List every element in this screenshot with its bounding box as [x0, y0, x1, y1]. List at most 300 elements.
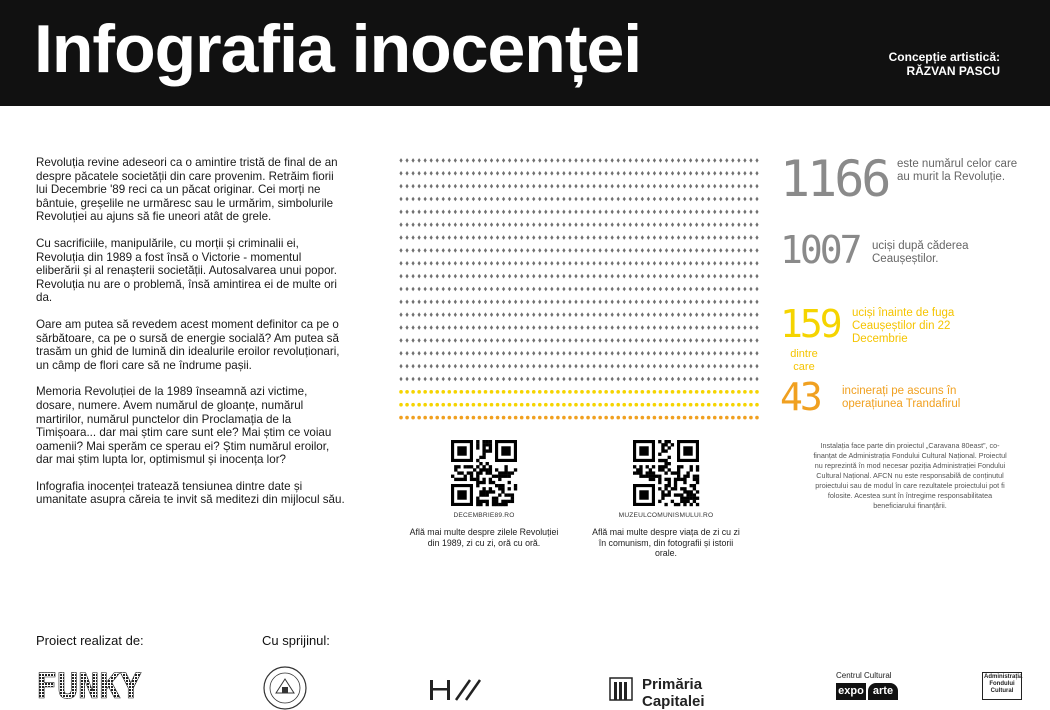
casualty-dot: [502, 351, 505, 356]
casualty-dot: [532, 300, 535, 305]
casualty-dot: [496, 158, 499, 163]
casualty-dot: [502, 416, 506, 420]
casualty-dot: [695, 210, 698, 215]
casualty-dot: [701, 210, 704, 215]
qr-module: [664, 484, 667, 487]
page-title: Infografia inocenței: [34, 11, 642, 87]
casualty-dot: [405, 364, 408, 369]
casualty-dot: [623, 261, 626, 266]
casualty-dot: [605, 248, 608, 253]
casualty-dot: [737, 377, 740, 382]
casualty-dot: [749, 197, 752, 202]
qr-module: [646, 471, 649, 474]
casualty-dot: [623, 287, 626, 292]
casualty-dot: [586, 158, 589, 163]
casualty-dot: [532, 210, 535, 215]
qr-module: [696, 497, 699, 500]
casualty-dot: [665, 338, 668, 343]
casualty-dot: [466, 184, 469, 189]
qr-module: [693, 484, 696, 487]
casualty-dot: [701, 197, 704, 202]
casualty-dot: [677, 390, 681, 394]
casualty-dot: [556, 222, 559, 227]
qr-module: [473, 468, 476, 471]
casualty-dot: [448, 210, 451, 215]
casualty-dot: [719, 390, 723, 394]
casualty-dot: [399, 390, 403, 394]
casualty-dot: [448, 222, 451, 227]
casualty-dot: [472, 222, 475, 227]
casualty-dot: [713, 403, 717, 407]
casualty-dot: [701, 158, 704, 163]
casualty-dot: [484, 364, 487, 369]
casualty-dot: [460, 197, 463, 202]
casualty-dot: [731, 325, 734, 330]
qr-module: [498, 471, 501, 474]
casualty-dot: [725, 300, 728, 305]
casualty-dot: [713, 171, 716, 176]
casualty-dot: [418, 171, 421, 176]
casualty-dot: [725, 158, 728, 163]
casualty-dot: [429, 390, 433, 394]
casualty-dot: [411, 338, 414, 343]
casualty-dot: [725, 390, 729, 394]
casualty-dot: [737, 210, 740, 215]
casualty-dot: [526, 274, 529, 279]
casualty-dot: [617, 248, 620, 253]
casualty-dot: [701, 377, 704, 382]
casualty-dot: [538, 248, 541, 253]
casualty-dot: [411, 377, 414, 382]
casualty-dot: [725, 416, 729, 420]
casualty-dot: [550, 171, 553, 176]
casualty-dot: [472, 338, 475, 343]
casualty-dot: [411, 287, 414, 292]
casualty-dot: [478, 338, 481, 343]
casualty-dot: [695, 222, 698, 227]
casualty-dot: [743, 364, 746, 369]
casualty-dot: [538, 312, 541, 317]
casualty-dot: [695, 416, 699, 420]
casualty-dot: [556, 403, 560, 407]
casualty-dot: [441, 416, 445, 420]
casualty-dot: [508, 222, 511, 227]
casualty-dot: [436, 351, 439, 356]
casualty-dot: [442, 312, 445, 317]
qr-module: [680, 493, 683, 496]
qr-module: [489, 440, 492, 443]
casualty-dot: [641, 274, 644, 279]
casualty-dot: [677, 312, 680, 317]
qr-module: [486, 503, 489, 506]
casualty-dot: [466, 403, 470, 407]
casualty-dot: [550, 416, 554, 420]
casualty-dot: [544, 338, 547, 343]
arte-badge: arte: [868, 683, 898, 700]
seal-logo: [262, 665, 308, 700]
casualty-dot: [719, 287, 722, 292]
casualty-dot: [544, 325, 547, 330]
casualty-dot: [496, 416, 500, 420]
casualty-dot: [743, 287, 746, 292]
casualty-dot: [610, 403, 614, 407]
qr-module: [501, 490, 504, 493]
casualty-dot: [659, 325, 662, 330]
qr-module: [664, 449, 667, 452]
casualty-dot: [556, 351, 559, 356]
casualty-dot: [411, 416, 415, 420]
casualty-dot: [447, 416, 451, 420]
casualty-dot: [568, 274, 571, 279]
casualty-dot: [586, 184, 589, 189]
qr-module: [476, 465, 479, 468]
qr-finder: [639, 446, 648, 455]
casualty-dot: [538, 287, 541, 292]
casualty-dot: [496, 377, 499, 382]
casualty-dot: [568, 197, 571, 202]
casualty-dot: [478, 351, 481, 356]
qr-module: [686, 490, 689, 493]
casualty-dot: [689, 403, 693, 407]
qr-module: [658, 459, 661, 462]
casualty-dot: [604, 416, 608, 420]
casualty-dot: [665, 158, 668, 163]
casualty-dot: [418, 235, 421, 240]
casualty-dot: [399, 222, 402, 227]
casualty-dot: [424, 351, 427, 356]
qr-module: [501, 471, 504, 474]
casualty-dot: [586, 338, 589, 343]
casualty-dot: [496, 390, 500, 394]
casualty-dot: [484, 287, 487, 292]
casualty-dot: [448, 300, 451, 305]
casualty-dot: [671, 403, 675, 407]
qr-module: [476, 459, 479, 462]
casualty-dot: [653, 300, 656, 305]
qr-module: [504, 503, 507, 506]
casualty-dot: [472, 248, 475, 253]
casualty-dot: [737, 184, 740, 189]
casualty-dot: [629, 222, 632, 227]
casualty-dot: [725, 184, 728, 189]
casualty-dot: [641, 248, 644, 253]
casualty-dot: [436, 261, 439, 266]
funky-logo-text: FUNKY: [36, 667, 142, 707]
casualty-dot: [436, 158, 439, 163]
qr-module: [677, 465, 680, 468]
casualty-dot: [460, 364, 463, 369]
casualty-dot: [405, 377, 408, 382]
casualty-dot: [707, 197, 710, 202]
casualty-dot: [629, 377, 632, 382]
casualty-dot: [538, 261, 541, 266]
casualty-dot: [442, 351, 445, 356]
casualty-dot: [617, 158, 620, 163]
casualty-dot: [635, 158, 638, 163]
casualty-dot: [659, 338, 662, 343]
qr-module: [467, 465, 470, 468]
casualty-dot: [430, 312, 433, 317]
casualty-dot: [605, 364, 608, 369]
casualty-dot: [568, 351, 571, 356]
casualty-dot: [635, 261, 638, 266]
casualty-dot: [490, 338, 493, 343]
qr-module: [489, 471, 492, 474]
qr-module: [649, 471, 652, 474]
casualty-dot: [683, 248, 686, 253]
casualty-dot: [605, 222, 608, 227]
casualty-dot: [556, 312, 559, 317]
qr-module: [668, 493, 671, 496]
casualty-dot: [556, 287, 559, 292]
qr-module: [658, 481, 661, 484]
casualty-dot: [478, 416, 482, 420]
casualty-dot: [399, 171, 402, 176]
casualty-dot: [749, 158, 752, 163]
casualty-dot: [755, 235, 758, 240]
casualty-dot: [616, 403, 620, 407]
casualty-dot: [659, 351, 662, 356]
casualty-dot: [755, 300, 758, 305]
casualty-dot: [550, 351, 553, 356]
qr-module: [664, 443, 667, 446]
casualty-dot: [508, 338, 511, 343]
casualty-dot: [683, 403, 687, 407]
casualty-dot: [641, 325, 644, 330]
casualty-dot: [586, 390, 590, 394]
qr-module: [696, 481, 699, 484]
casualty-dot: [490, 300, 493, 305]
casualty-dot: [695, 287, 698, 292]
casualty-dot: [617, 274, 620, 279]
qr-module: [486, 471, 489, 474]
casualty-dot: [532, 312, 535, 317]
casualty-dot: [430, 171, 433, 176]
casualty-dot: [605, 235, 608, 240]
casualty-dot: [424, 325, 427, 330]
casualty-dot: [436, 312, 439, 317]
qr-module: [671, 443, 674, 446]
casualty-dot: [665, 261, 668, 266]
casualty-dot: [659, 158, 662, 163]
qr-module: [664, 471, 667, 474]
casualty-dot: [641, 184, 644, 189]
qr-module: [690, 465, 693, 468]
qr-module: [454, 465, 457, 468]
casualty-dot: [689, 351, 692, 356]
casualty-dot: [514, 351, 517, 356]
casualty-dot: [592, 158, 595, 163]
casualty-dot: [405, 390, 409, 394]
stat-cremated-number: 43: [780, 375, 820, 419]
casualty-dot: [671, 287, 674, 292]
casualty-dot: [647, 300, 650, 305]
casualty-dot: [478, 235, 481, 240]
qr-module: [460, 471, 463, 474]
casualty-dot: [574, 158, 577, 163]
casualty-dot: [617, 338, 620, 343]
casualty-dot: [460, 274, 463, 279]
casualty-dot: [454, 261, 457, 266]
qr-module: [683, 497, 686, 500]
casualty-dot: [478, 184, 481, 189]
casualty-dot: [562, 171, 565, 176]
casualty-dot: [574, 351, 577, 356]
casualty-dot: [405, 325, 408, 330]
casualty-dot: [755, 364, 758, 369]
casualty-dot: [580, 171, 583, 176]
casualty-dot: [514, 287, 517, 292]
casualty-dot: [701, 261, 704, 266]
casualty-dot: [556, 377, 559, 382]
casualty-dot: [460, 403, 464, 407]
casualty-dot: [671, 261, 674, 266]
casualty-dot: [605, 338, 608, 343]
casualty-dot: [629, 287, 632, 292]
casualty-dot: [731, 300, 734, 305]
casualty-dot: [411, 197, 414, 202]
qr-module: [674, 503, 677, 506]
casualty-dot: [586, 312, 589, 317]
qr-module: [486, 468, 489, 471]
casualty-dot: [520, 197, 523, 202]
casualty-dot: [556, 210, 559, 215]
casualty-dot: [731, 158, 734, 163]
casualty-dot: [605, 184, 608, 189]
casualty-dot: [448, 235, 451, 240]
casualty-dot: [424, 222, 427, 227]
casualty-dot: [399, 364, 402, 369]
casualty-dot: [508, 235, 511, 240]
qr-code-muzeu[interactable]: [633, 440, 699, 506]
casualty-dot: [683, 300, 686, 305]
casualty-dot: [653, 312, 656, 317]
casualty-dot: [502, 197, 505, 202]
casualty-dot: [689, 325, 692, 330]
casualty-dot: [731, 287, 734, 292]
casualty-dot: [665, 300, 668, 305]
casualty-dot: [436, 338, 439, 343]
casualty-dot: [405, 171, 408, 176]
casualty-dot: [677, 351, 680, 356]
casualty-dot: [460, 287, 463, 292]
casualty-dot: [508, 312, 511, 317]
qr-module: [683, 487, 686, 490]
casualty-dot: [490, 158, 493, 163]
qr-module: [498, 478, 501, 481]
casualty-dot: [677, 210, 680, 215]
casualty-dot: [538, 158, 541, 163]
casualty-dot: [611, 261, 614, 266]
casualty-dot: [526, 377, 529, 382]
casualty-dot: [605, 377, 608, 382]
casualty-dot: [671, 158, 674, 163]
casualty-dot: [580, 403, 584, 407]
casualty-dot: [448, 364, 451, 369]
casualty-dot: [562, 403, 566, 407]
casualty-dot: [454, 248, 457, 253]
casualty-dot: [695, 377, 698, 382]
qr-module: [479, 500, 482, 503]
casualty-dot: [538, 338, 541, 343]
casualty-dot: [478, 171, 481, 176]
casualty-dot: [749, 210, 752, 215]
casualty-dot: [635, 184, 638, 189]
casualty-dot: [405, 274, 408, 279]
casualty-dot: [671, 364, 674, 369]
casualty-dot: [520, 416, 524, 420]
qr-module: [501, 475, 504, 478]
casualty-dot: [629, 197, 632, 202]
casualty-dot: [707, 325, 710, 330]
casualty-dot: [520, 261, 523, 266]
casualty-dot: [532, 416, 536, 420]
casualty-dot: [399, 416, 403, 420]
casualty-dot: [659, 403, 663, 407]
qr-module: [649, 475, 652, 478]
casualty-dot: [490, 377, 493, 382]
casualty-dot: [641, 300, 644, 305]
casualty-dot: [448, 338, 451, 343]
casualty-dot: [611, 300, 614, 305]
casualty-dot: [472, 235, 475, 240]
casualty-dot: [484, 390, 488, 394]
casualty-dot: [411, 158, 414, 163]
casualty-dot: [448, 274, 451, 279]
casualty-dot: [653, 351, 656, 356]
casualty-dot: [635, 248, 638, 253]
casualty-dot: [707, 403, 711, 407]
qr-module: [451, 475, 454, 478]
casualty-dot: [550, 235, 553, 240]
casualty-dot: [599, 338, 602, 343]
casualty-dot: [484, 377, 487, 382]
casualty-dot: [725, 338, 728, 343]
casualty-dot: [405, 403, 409, 407]
qr-module: [690, 484, 693, 487]
casualty-dot: [635, 403, 639, 407]
casualty-dot: [592, 210, 595, 215]
qr-module: [498, 475, 501, 478]
casualty-dot: [731, 338, 734, 343]
casualty-dot: [568, 158, 571, 163]
qr-module: [664, 493, 667, 496]
casualty-dot: [520, 274, 523, 279]
casualty-dot: [442, 325, 445, 330]
qr-code-decembrie89[interactable]: [451, 440, 517, 506]
casualty-dot: [635, 338, 638, 343]
qr-module: [479, 471, 482, 474]
qr-module: [482, 500, 485, 503]
qr-url-muzeu[interactable]: MUZEULCOMUNISMULUI.RO: [618, 512, 714, 519]
casualty-dot: [454, 377, 457, 382]
qr-module: [476, 503, 479, 506]
qr-module: [658, 500, 661, 503]
casualty-dot: [731, 235, 734, 240]
casualty-dot: [701, 403, 705, 407]
casualty-dot: [623, 325, 626, 330]
casualty-dot: [719, 184, 722, 189]
casualty-dot: [532, 338, 535, 343]
casualty-dot: [749, 351, 752, 356]
qr-url-decembrie89[interactable]: DECEMBRIE89.RO: [453, 512, 515, 519]
casualty-dot: [526, 261, 529, 266]
qr-module: [668, 484, 671, 487]
casualty-dot: [472, 210, 475, 215]
casualty-dot: [743, 222, 746, 227]
casualty-dot: [442, 248, 445, 253]
qr-module: [693, 475, 696, 478]
